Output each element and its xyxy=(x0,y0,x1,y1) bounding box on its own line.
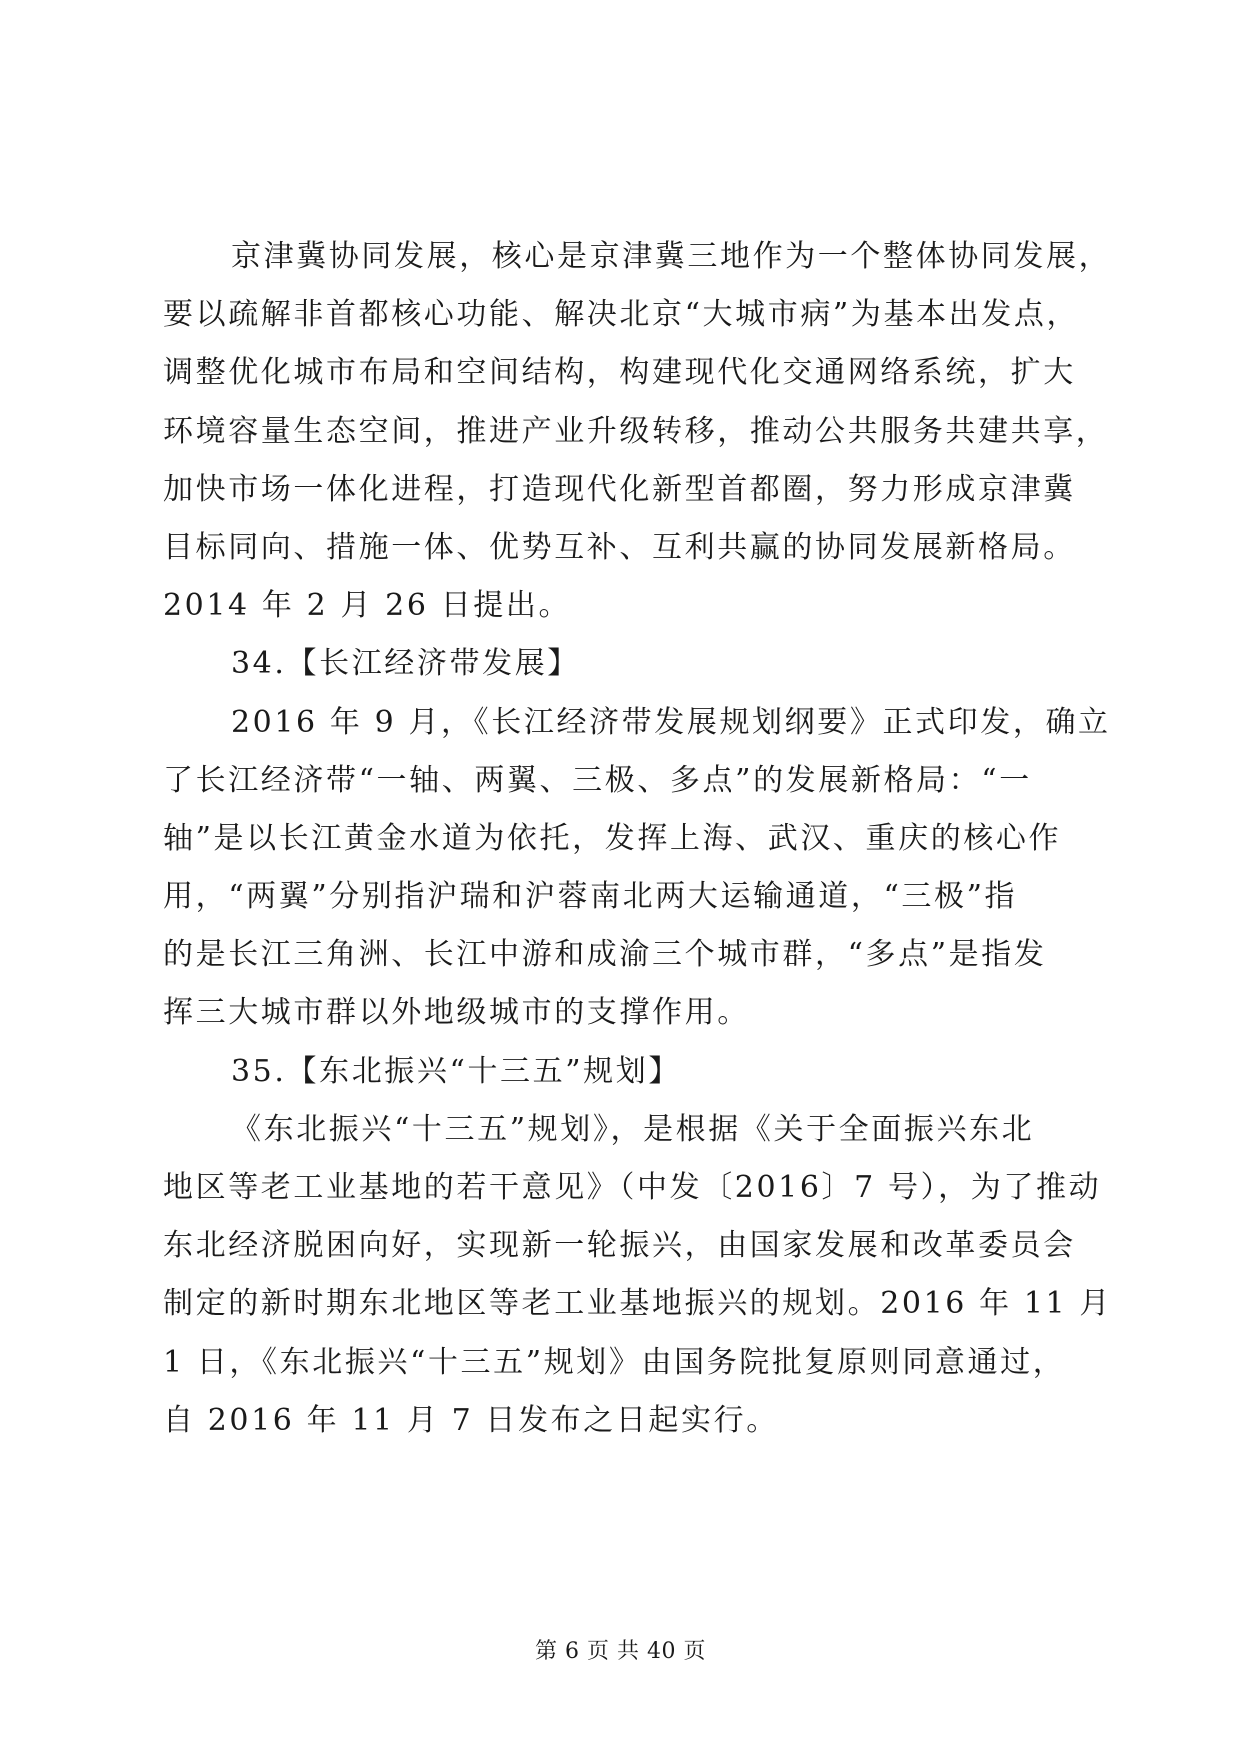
document-body xyxy=(163,228,1123,1450)
paragraph-3-line-1: 《东北振兴“十三五”规划》，是根据《关于全面振兴东北 xyxy=(231,1111,1035,1147)
paragraph-2-line-2: 了长江经济带“一轴、两翼、三极、多点”的发展新格局：“一 xyxy=(163,762,1032,798)
paragraph-2-line-4: 用，“两翼”分别指沪瑞和沪蓉南北两大运输通道，“三极”指 xyxy=(163,879,1018,915)
paragraph-1-line-6: 目标同向、措施一体、优势互补、互利共赢的协同发展新格局。 xyxy=(163,529,1076,565)
paragraph-1-line-4: 环境容量生态空间，推进产业升级转移，推动公共服务共建共享， xyxy=(163,413,1109,449)
paragraph-2-line-5: 的是长江三角洲、长江中游和成渝三个城市群，“多点”是指发 xyxy=(163,937,1047,973)
section-heading-35: 35.【东北振兴“十三五”规划】 xyxy=(231,1053,681,1089)
paragraph-1-line-3: 调整优化城市布局和空间结构，构建现代化交通网络系统，扩大 xyxy=(163,355,1076,391)
paragraph-3-line-5: 1 日，《东北振兴“十三五”规划》由国务院批复原则同意通过， xyxy=(163,1344,1066,1380)
paragraph-1-line-2: 要以疏解非首都核心功能、解决北京“大城市病”为基本出发点， xyxy=(163,297,1080,333)
paragraph-3-line-4: 制定的新时期东北地区等老工业基地振兴的规划。2016 年 11 月 xyxy=(163,1286,1112,1322)
paragraph-3-line-6: 自 2016 年 11 月 7 日发布之日起实行。 xyxy=(163,1402,779,1438)
paragraph-1-line-5: 加快市场一体化进程，打造现代化新型首都圈，努力形成京津冀 xyxy=(163,471,1076,507)
paragraph-1-line-1: 京津冀协同发展，核心是京津冀三地作为一个整体协同发展， xyxy=(231,239,1112,274)
paragraph-3-line-3: 东北经济脱困向好，实现新一轮振兴，由国家发展和改革委员会 xyxy=(163,1228,1076,1264)
page-footer: 第 6 页 共 40 页 xyxy=(535,1639,706,1664)
paragraph-2-line-1: 2016 年 9 月，《长江经济带发展规划纲要》正式印发，确立 xyxy=(231,704,1111,740)
paragraph-3-line-2: 地区等老工业基地的若干意见》（中发〔2016〕7 号），为了推动 xyxy=(163,1170,1102,1205)
paragraph-2-line-6: 挥三大城市群以外地级城市的支撑作用。 xyxy=(163,995,750,1031)
paragraph-1-line-7: 2014 年 2 月 26 日提出。 xyxy=(163,588,572,624)
section-heading-34: 34.【长江经济带发展】 xyxy=(231,646,580,682)
paragraph-2-line-3: 轴”是以长江黄金水道为依托，发挥上海、武汉、重庆的核心作 xyxy=(163,820,1062,856)
